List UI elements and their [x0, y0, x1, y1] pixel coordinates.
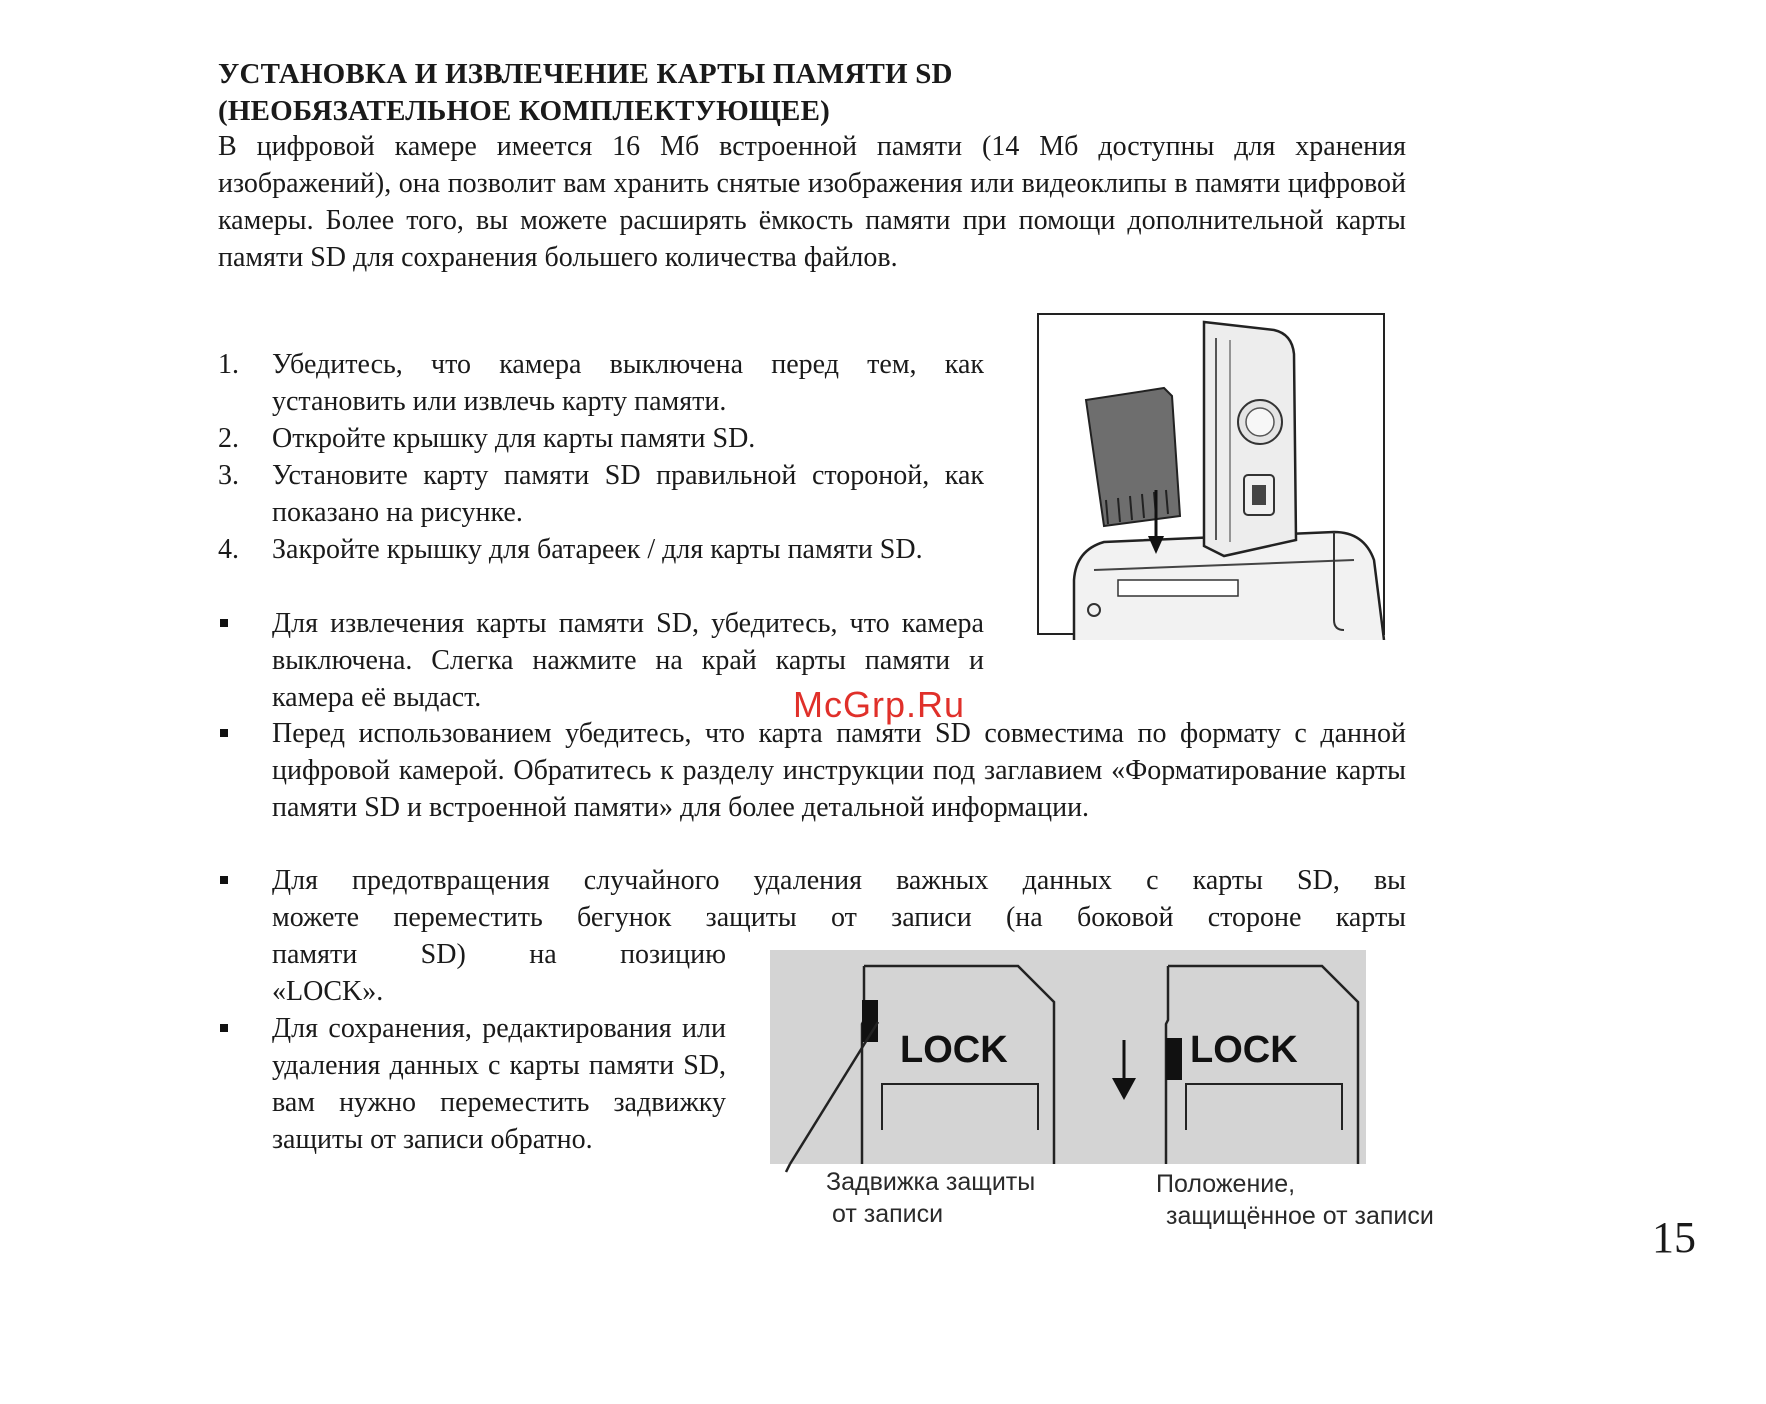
bullet-icon	[220, 619, 228, 627]
bullet-icon	[220, 1024, 228, 1032]
bullet-item: Для извлечения карты памяти SD, убедитесь, что камера выключена. Слегка нажмите на край карты памяти и камера её выдаст.	[272, 608, 984, 713]
watermark: McGrp.Ru	[793, 684, 966, 725]
lock-label-right: LOCK	[1190, 1029, 1298, 1071]
title-line-1: УСТАНОВКА И ИЗВЛЕЧЕНИЕ КАРТЫ ПАМЯТИ SD	[218, 58, 953, 90]
bullet-item: Перед использованием убедитесь, что карта памяти SD совместима по формату с данной цифровой камерой. Обратитесь к разделу инструкции под заглавием «Форматирование карты памяти SD и встроенной памяти» для более детальной информации.	[272, 718, 1406, 823]
camera-sd-insert-illustration	[1034, 310, 1404, 640]
page-title	[218, 56, 953, 130]
lock-label-left: LOCK	[900, 1029, 1008, 1071]
intro-paragraph: В цифровой камере имеется 16 Мб встроенной памяти (14 Мб доступны для хранения изображений), она позволит вам хранить снятые изображения или видеоклипы в памяти цифровой камеры. Более того, вы можете расширять ёмкость памяти при помощи дополнительной карты памяти SD для сохранения большего количества файлов.	[218, 131, 1406, 273]
step-item: Закройте крышку для батареек / для карты памяти SD.	[272, 534, 923, 565]
step-item: Откройте крышку для карты памяти SD.	[272, 423, 756, 454]
bullet-icon	[220, 729, 228, 737]
caption-left-line-2: от записи	[832, 1200, 944, 1228]
title-line-2: (НЕОБЯЗАТЕЛЬНОЕ КОМПЛЕКТУЮЩЕЕ)	[218, 95, 830, 127]
bullet-item-line: можете переместить бегунок защиты от записи (на боковой стороне карты	[272, 902, 1406, 933]
page-number: 15	[1652, 1213, 1696, 1262]
step-marker: 1.	[218, 349, 239, 380]
step-item: Установите карту памяти SD правильной стороной, как показано на рисунке.	[272, 460, 984, 528]
sd-card	[1086, 388, 1180, 526]
bullet-item-line: памяти SD) на позицию	[272, 939, 726, 970]
write-protect-slider-right	[1166, 1038, 1182, 1080]
bullet-icon	[220, 876, 228, 884]
caption-right-line-1: Положение,	[1156, 1170, 1296, 1198]
bullet-item: Для сохранения, редактирования или удаления данных с карты памяти SD, вам нужно переместить задвижку защиты от записи обратно.	[272, 1013, 726, 1155]
step-marker: 3.	[218, 460, 239, 491]
bullet-item-line: Для предотвращения случайного удаления важных данных с карты SD, вы	[272, 865, 1406, 896]
caption-left-line-1: Задвижка защиты	[826, 1168, 1036, 1196]
caption-left	[826, 1166, 1035, 1230]
step-marker: 4.	[218, 534, 239, 565]
step-item: Убедитесь, что камера выключена перед тем, как установить или извлечь карту памяти.	[272, 349, 984, 417]
caption-right-line-2: защищённое от записи	[1166, 1202, 1434, 1230]
step-marker: 2.	[218, 423, 239, 454]
bullet-item-line: «LOCK».	[272, 976, 384, 1007]
caption-right	[1156, 1168, 1434, 1232]
